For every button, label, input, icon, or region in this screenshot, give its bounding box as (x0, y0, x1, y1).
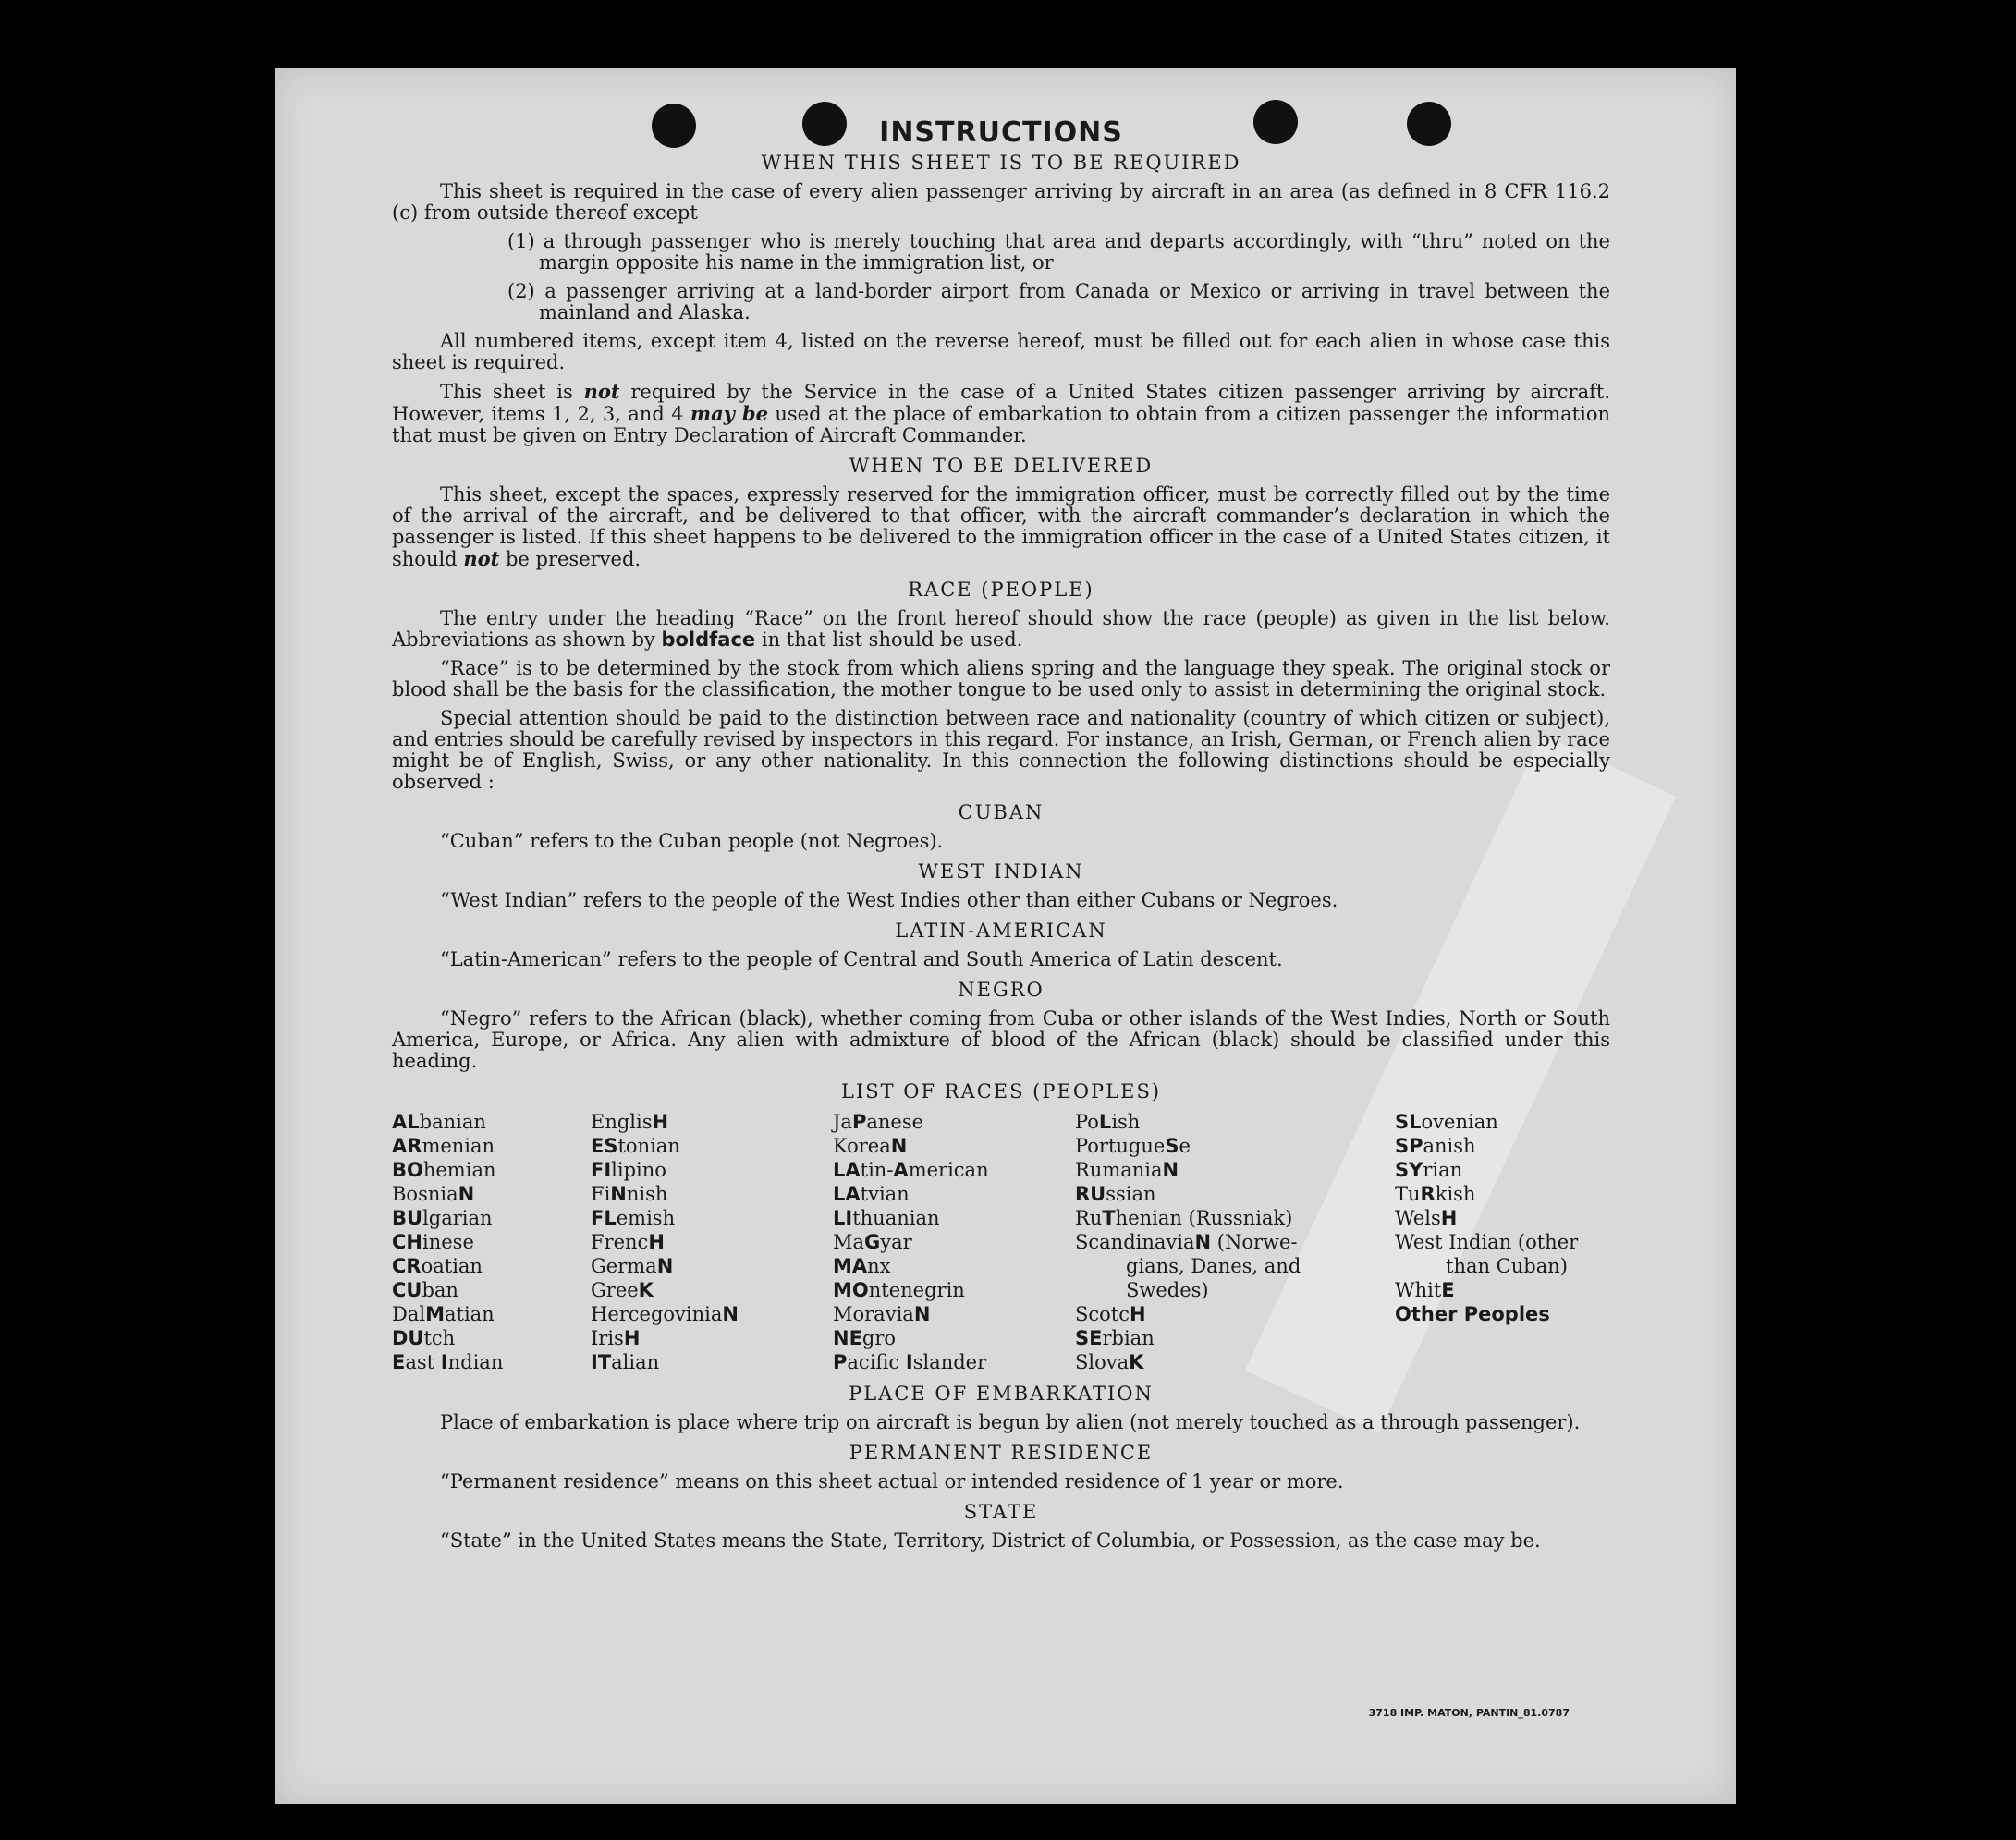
heading-list-of-races: LIST OF RACES (PEOPLES) (840, 1080, 1162, 1103)
text-span: This sheet, except the spaces, expressly reserved for the immigration officer, must be correctly filled out by the time of the arrival of the aircraft, and be delivered to that officer, with the aircraft commander’s declaration in which the passenger is listed. If this sheet happens to be delivered to the immigration officer in the case of a United States citizen, it should (392, 483, 1610, 570)
race-entry: IrisH (591, 1327, 641, 1349)
race-entry: ScandinaviaN (Norwe- (1075, 1231, 1298, 1253)
text-span: The entry under the heading “Race” on the front hereof should show the race (people) as given in the list below. Abbreviations as shown by (392, 607, 1610, 651)
races-column (1395, 1110, 1610, 1374)
paragraph: Place of embarkation is place where trip on aircraft is begun by alien (not merely touched as a through passenger). (440, 1411, 1581, 1433)
paragraph: “Latin-American” refers to the people of Central and South America of Latin descent. (440, 948, 1283, 970)
race-entry: Pacific Islander (833, 1351, 987, 1373)
races-column (591, 1110, 833, 1374)
heading-when-delivered: WHEN TO BE DELIVERED (849, 455, 1154, 477)
race-entry: West Indian (other (1395, 1231, 1579, 1253)
race-entry: SErbian (1075, 1327, 1155, 1349)
race-entry: Swedes) (1126, 1279, 1209, 1301)
race-entry: WelsH (1395, 1207, 1458, 1229)
text-span: This sheet is (440, 381, 584, 403)
race-entry: East Indian (392, 1351, 504, 1373)
race-entry: GermaN (591, 1255, 674, 1277)
paragraph: “Cuban” refers to the Cuban people (not Negroes). (440, 830, 944, 852)
paragraph (392, 381, 1610, 446)
race-entry: BOhemian (392, 1159, 496, 1181)
race-entry: PortugueSe (1075, 1135, 1191, 1157)
race-entry: SYrian (1395, 1159, 1463, 1181)
emphasis-may-be: may be (690, 402, 768, 425)
text-span: in that list should be used. (755, 628, 1023, 651)
race-entry: RuThenian (Russniak) (1075, 1207, 1293, 1229)
list-item: (2) a passenger arriving at a land-border airport from Canada or Mexico or arriving in travel between the mainland and Alaska. (507, 280, 1610, 323)
instruction-sheet (275, 68, 1736, 1804)
race-entry: PoLish (1075, 1111, 1141, 1133)
race-entry: KoreaN (833, 1135, 908, 1157)
race-entry: ARmenian (392, 1135, 495, 1157)
instructions-content (392, 116, 1611, 1559)
text-span: used at the place of embarkation to obtain from a citizen passenger the information that must be given on Entry Declaration of Aircraft Commander. (392, 403, 1611, 446)
race-entry: SLovenian (1395, 1111, 1498, 1133)
race-entry: RUssian (1075, 1183, 1156, 1205)
races-column (1075, 1110, 1395, 1374)
race-entry: CRoatian (392, 1255, 483, 1277)
paragraph (392, 484, 1610, 570)
page-title: INSTRUCTIONS (879, 116, 1123, 149)
race-entry: ITalian (591, 1351, 660, 1373)
heading-state: STATE (963, 1501, 1039, 1523)
heading-race: RACE (PEOPLE) (908, 579, 1094, 601)
race-entry: HercegoviniaN (591, 1303, 739, 1325)
race-entry: SPanish (1395, 1135, 1476, 1157)
race-entry: gians, Danes, and (1126, 1255, 1301, 1277)
race-entry: WhitE (1395, 1279, 1455, 1301)
heading-embarkation: PLACE OF EMBARKATION (849, 1383, 1154, 1405)
paragraph: “Race” is to be determined by the stock from which aliens spring and the language they speak. The original stock or blood shall be the basis for the classification, the mother tongue to be used only to assist in determining the original stock. (392, 657, 1610, 701)
race-entry: LAtin-American (833, 1159, 989, 1181)
list-item: (1) a through passenger who is merely touching that area and departs accordingly, with “thru” noted on the margin opposite his name in the immigration list, or (507, 230, 1610, 274)
text-span: required by the Service in the case of a United States citizen passenger arriving by aircraft. However, items 1, 2, 3, and 4 (392, 381, 1611, 425)
race-entry: MAnx (833, 1255, 891, 1277)
emphasis-not: not (583, 380, 620, 403)
heading-negro: NEGRO (958, 979, 1045, 1001)
heading-cuban: CUBAN (958, 801, 1045, 823)
race-entry: ALbanian (392, 1111, 486, 1133)
race-entry: LAtvian (833, 1183, 910, 1205)
printer-mark: 3718 IMP. MATON, PANTIN_81.0787 (1368, 1707, 1570, 1719)
paragraph: “Negro” refers to the African (black), whether coming from Cuba or other islands of the West Indies, North or South America, Europe, or Africa. Any alien with admixture of blood of the African (black) should be classified under this heading. (392, 1007, 1610, 1072)
race-entry: FIlipino (591, 1159, 666, 1181)
paragraph (392, 608, 1610, 651)
race-entry: TuRkish (1395, 1183, 1476, 1205)
heading-permanent-residence: PERMANENT RESIDENCE (849, 1442, 1154, 1464)
paragraph: “West Indian” refers to the people of the West Indies other than either Cubans or Negroes. (440, 889, 1338, 911)
paragraph: “State” in the United States means the State, Territory, District of Columbia, or Possession, as the case may be. (440, 1529, 1541, 1552)
race-entry: Other Peoples (1395, 1303, 1550, 1325)
race-entry: FiNnish (591, 1183, 668, 1205)
race-entry: GreeK (591, 1279, 654, 1301)
race-entry: MaGyar (833, 1231, 912, 1253)
race-entry: NEgro (833, 1327, 897, 1349)
race-entry: RumaniaN (1075, 1159, 1179, 1181)
race-entry: MOntenegrin (833, 1279, 965, 1301)
paragraph: Special attention should be paid to the distinction between race and nationality (country of which citizen or subject), and entries should be carefully revised by inspectors in this regard. For instance, an Irish, German, or French alien by race might be of English, Swiss, or any other nationality. In this connection the following distinctions should be especially observed : (392, 707, 1610, 793)
boldface-word: boldface (661, 628, 756, 651)
paragraph: This sheet is required in the case of every alien passenger arriving by aircraft in an area (as defined in 8 CFR 116.2 (c) from outside thereof except (392, 180, 1610, 224)
race-entry: SlovaK (1075, 1351, 1144, 1373)
race-entry: MoraviaN (833, 1303, 931, 1325)
heading-latin-american: LATIN-AMERICAN (895, 920, 1107, 942)
race-entry: JaPanese (833, 1111, 924, 1133)
races-column (833, 1110, 1075, 1374)
race-entry: EnglisH (591, 1111, 669, 1133)
race-entry: DalMatian (392, 1303, 495, 1325)
race-entry: than Cuban) (1446, 1255, 1568, 1277)
race-entry: FrencH (591, 1231, 665, 1253)
races-column (392, 1110, 591, 1374)
race-entry: CUban (392, 1279, 458, 1301)
text-span: be preserved. (499, 548, 641, 570)
race-entry: BUlgarian (392, 1207, 493, 1229)
race-entry: EStonian (591, 1135, 680, 1157)
race-entry: LIthuanian (833, 1207, 940, 1229)
heading-west-indian: WEST INDIAN (918, 860, 1084, 883)
race-entry: FLemish (591, 1207, 676, 1229)
race-entry: DUtch (392, 1327, 456, 1349)
races-list (392, 1110, 1610, 1374)
paragraph: All numbered items, except item 4, listed on the reverse hereof, must be filled out for each alien in whose case this sheet is required. (392, 330, 1610, 373)
race-entry: CHinese (392, 1231, 474, 1253)
race-entry: BosniaN (392, 1183, 475, 1205)
race-entry: ScotcH (1075, 1303, 1146, 1325)
heading-when-required: WHEN THIS SHEET IS TO BE REQUIRED (761, 152, 1241, 174)
paragraph: “Permanent residence” means on this sheet actual or intended residence of 1 year or more. (440, 1470, 1344, 1493)
emphasis-not: not (463, 547, 500, 570)
